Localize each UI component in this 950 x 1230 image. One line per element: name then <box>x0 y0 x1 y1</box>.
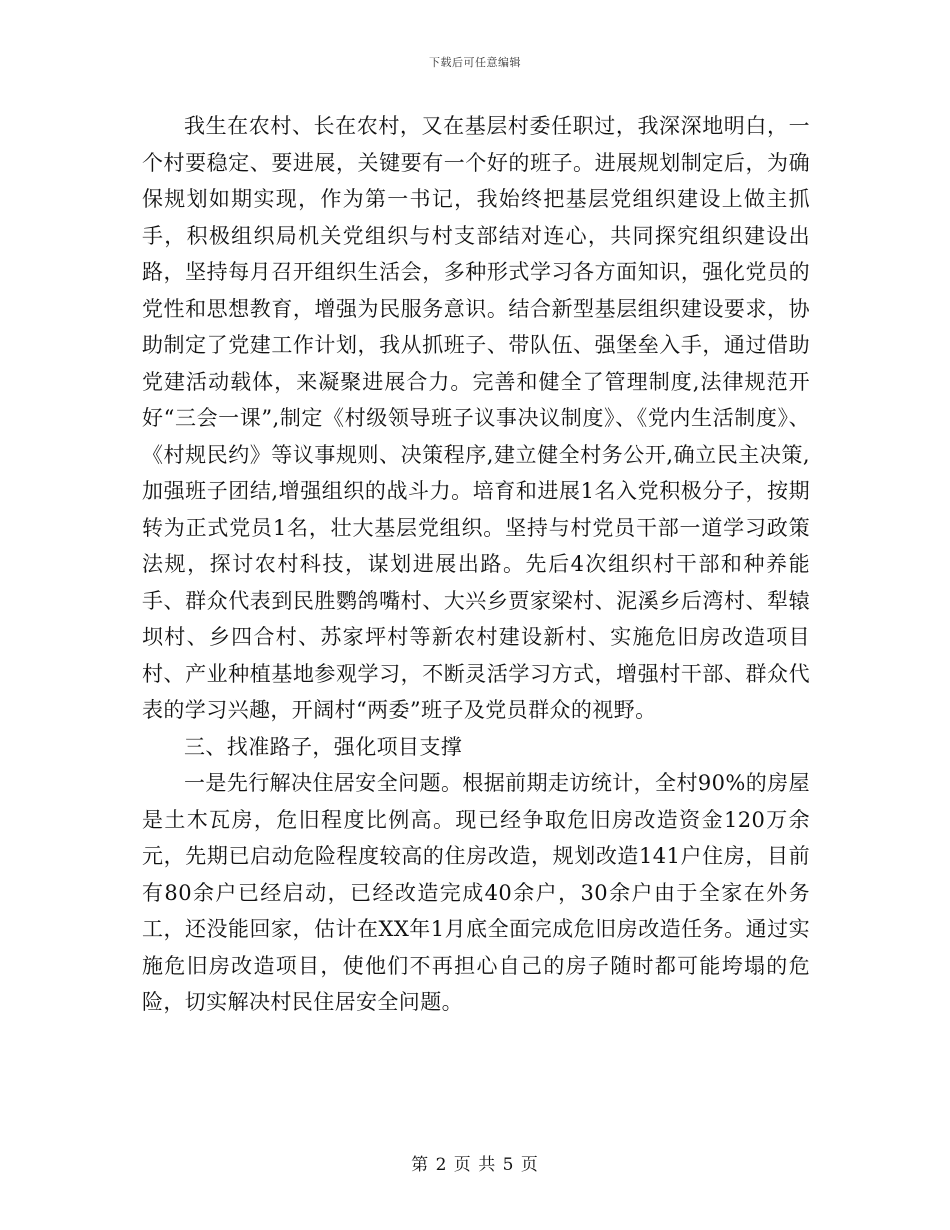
body-paragraph: 一是先行解决住居安全问题。根据前期走访统计，全村90%的房屋是土木瓦房，危旧程度比例高。现已经争取危旧房改造资金120万余元，先期已启动危险程度较高的住房改造，规划改造141户住房，目前有80余户已经启动，已经改造完成40余户，30余户由于全家在外务工，还没能回家，估计在XX年1月底全面完成危旧房改造任务。通过实施危旧房改造项目，使他们不再担心自己的房子随时都可能垮塌的危险，切实解决村民住居安全问题。 <box>142 771 810 1014</box>
document-body <box>142 108 810 1021</box>
section-heading: 三、找准路子，强化项目支撑 <box>184 734 463 759</box>
page-header-note: 下载后可任意编辑 <box>429 56 521 69</box>
body-paragraph: 我生在农村、长在农村，又在基层村委任职过，我深深地明白，一个村要稳定、要进展，关键要有一个好的班子。进展规划制定后，为确保规划如期实现，作为第一书记，我始终把基层党组织建设上做主抓手，积极组织局机关党组织与村支部结对连心，共同探究组织建设出路，坚持每月召开组织生活会，多种形式学习各方面知识，强化党员的党性和思想教育，增强为民服务意识。结合新型基层组织建设要求，协助制定了党建工作计划，我从抓班子、带队伍、强堡垒入手，通过借助党建活动载体，来凝聚进展合力。完善和健全了管理制度,法律规范开好“三会一课”,制定《村级领导班子议事决议制度》、《党内生活制度》、《村规民约》等议事规则、决策程序,建立健全村务公开,确立民主决策,加强班子团结,增强组织的战斗力。培育和进展1名入党积极分子，按期转为正式党员1名，壮大基层党组织。坚持与村党员干部一道学习政策法规，探讨农村科技，谋划进展出路。先后4次组织村干部和种养能手、群众代表到民胜鹦鸽嘴村、大兴乡贾家梁村、泥溪乡后湾村、犁辕坝村、乡四合村、苏家坪村等新农村建设新村、实施危旧房改造项目村、产业种植基地参观学习，不断灵活学习方式，增强村干部、群众代表的学习兴趣，开阔村“两委”班子及党员群众的视野。 <box>142 114 810 722</box>
page-number-footer: 第 2 页 共 5 页 <box>411 1155 539 1175</box>
